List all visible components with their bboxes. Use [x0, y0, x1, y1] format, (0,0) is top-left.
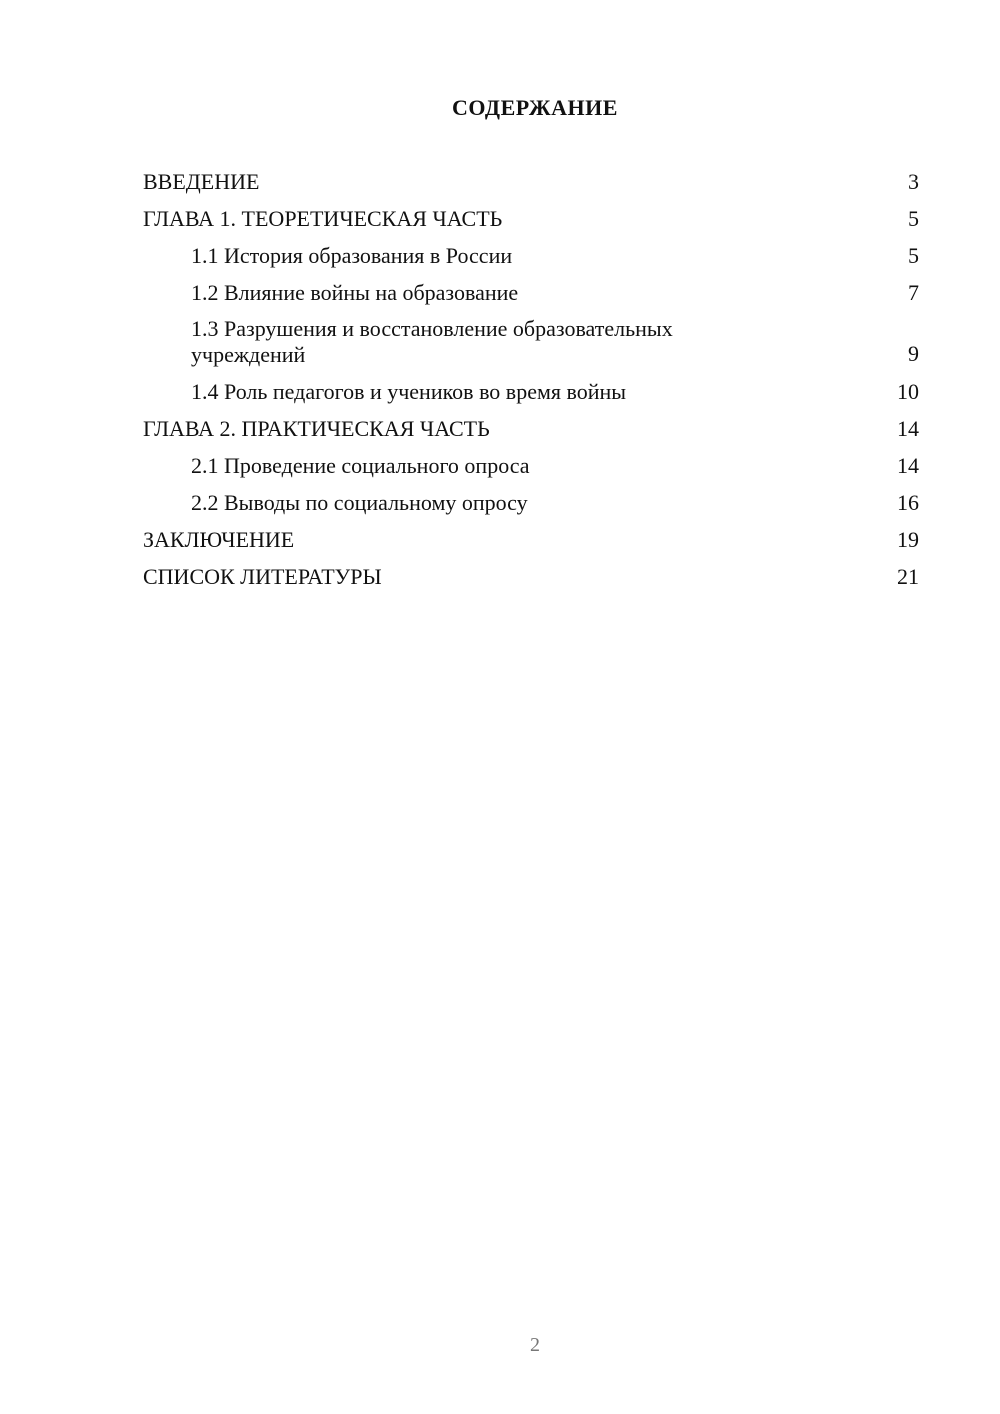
toc-entry-label: СПИСОК ЛИТЕРАТУРЫ	[143, 564, 382, 589]
toc-entry-label: 1.1 История образования в России	[191, 243, 513, 268]
table-of-contents	[143, 168, 919, 600]
toc-entry-label: 1.2 Влияние войны на образование	[191, 280, 519, 305]
toc-entry-page: 3	[908, 169, 919, 194]
toc-entry-page: 7	[908, 280, 919, 305]
toc-entry-label: 1.4 Роль педагогов и учеников во время войны	[191, 379, 627, 404]
toc-entry-page: 16	[897, 490, 919, 515]
toc-entry-label: 2.1 Проведение социального опроса	[191, 453, 530, 478]
toc-entry-chapter-1[interactable]	[143, 205, 919, 233]
toc-entry-page: 14	[897, 453, 919, 478]
toc-entry-chapter-2[interactable]	[143, 415, 919, 443]
toc-entry-label: ЗАКЛЮЧЕНИЕ	[143, 527, 295, 552]
toc-entry-section-1-1[interactable]	[143, 242, 919, 270]
toc-entry-label: 2.2 Выводы по социальному опросу	[191, 490, 528, 515]
toc-entry-section-1-2[interactable]	[143, 279, 919, 307]
toc-entry-section-1-4[interactable]	[143, 378, 919, 406]
toc-entry-label: ГЛАВА 2. ПРАКТИЧЕСКАЯ ЧАСТЬ	[143, 416, 490, 441]
toc-entry-label: ВВЕДЕНИЕ	[143, 169, 260, 194]
toc-entry-page: 21	[897, 564, 919, 589]
toc-entry-conclusion[interactable]	[143, 526, 919, 554]
toc-entry-page: 14	[897, 416, 919, 441]
toc-entry-references[interactable]	[143, 563, 919, 591]
page-number: 2	[530, 1334, 540, 1356]
toc-entry-page: 10	[897, 379, 919, 404]
toc-entry-section-2-1[interactable]	[143, 452, 919, 480]
toc-entry-page: 19	[897, 527, 919, 552]
toc-entry-introduction[interactable]	[143, 168, 919, 196]
toc-entry-page: 5	[908, 243, 919, 268]
toc-entry-section-2-2[interactable]	[143, 489, 919, 517]
toc-entry-page: 9	[908, 341, 919, 366]
toc-entry-label: ГЛАВА 1. ТЕОРЕТИЧЕСКАЯ ЧАСТЬ	[143, 206, 503, 231]
toc-entry-label: 1.3 Разрушения и восстановление образовательных учреждений	[191, 316, 673, 367]
toc-title: СОДЕРЖАНИЕ	[452, 95, 618, 120]
toc-entry-section-1-3[interactable]	[143, 316, 919, 368]
toc-entry-page: 5	[908, 206, 919, 231]
